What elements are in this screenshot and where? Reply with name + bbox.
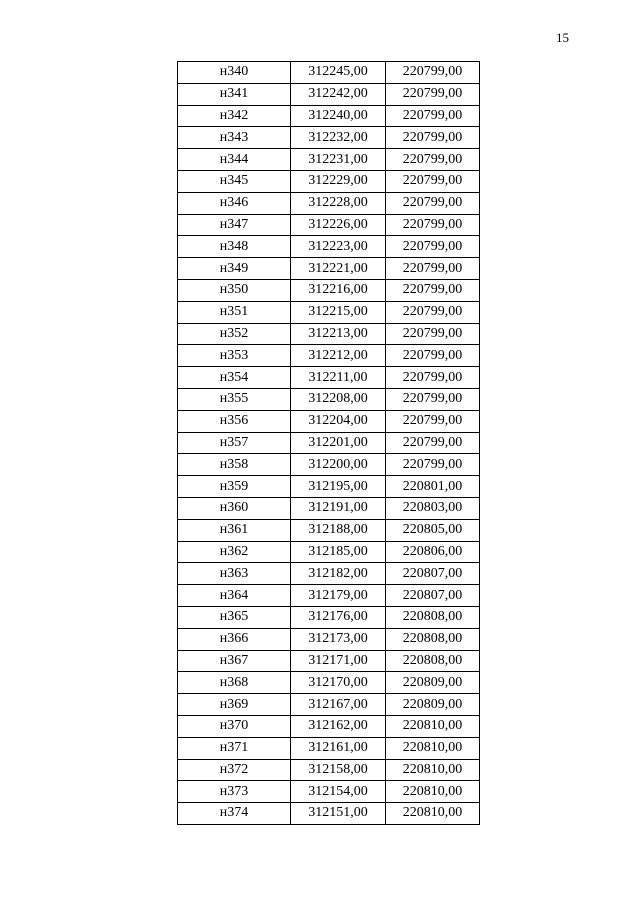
y-coordinate-cell: 220799,00 [386,236,480,258]
point-id-cell: н350 [178,279,291,301]
x-coordinate-cell: 312173,00 [291,628,386,650]
table-row [178,192,480,214]
x-coordinate-cell: 312185,00 [291,541,386,563]
y-coordinate-cell: 220805,00 [386,519,480,541]
x-coordinate-cell: 312201,00 [291,432,386,454]
y-coordinate-cell: 220799,00 [386,301,480,323]
x-coordinate-cell: 312191,00 [291,497,386,519]
x-coordinate-cell: 312188,00 [291,519,386,541]
y-coordinate-cell: 220806,00 [386,541,480,563]
x-coordinate-cell: 312232,00 [291,127,386,149]
x-coordinate-cell: 312213,00 [291,323,386,345]
x-coordinate-cell: 312179,00 [291,585,386,607]
table-row [178,388,480,410]
y-coordinate-cell: 220799,00 [386,388,480,410]
x-coordinate-cell: 312167,00 [291,694,386,716]
point-id-cell: н340 [178,62,291,84]
point-id-cell: н369 [178,694,291,716]
x-coordinate-cell: 312170,00 [291,672,386,694]
table-row [178,650,480,672]
x-coordinate-cell: 312195,00 [291,476,386,498]
x-coordinate-cell: 312204,00 [291,410,386,432]
point-id-cell: н345 [178,170,291,192]
x-coordinate-cell: 312182,00 [291,563,386,585]
table-row [178,170,480,192]
y-coordinate-cell: 220799,00 [386,432,480,454]
point-id-cell: н343 [178,127,291,149]
x-coordinate-cell: 312154,00 [291,781,386,803]
point-id-cell: н356 [178,410,291,432]
y-coordinate-cell: 220799,00 [386,149,480,171]
table-row [178,149,480,171]
x-coordinate-cell: 312229,00 [291,170,386,192]
table-row [178,519,480,541]
y-coordinate-cell: 220808,00 [386,606,480,628]
table-row [178,781,480,803]
table-row [178,497,480,519]
y-coordinate-cell: 220808,00 [386,628,480,650]
table-row [178,563,480,585]
point-id-cell: н367 [178,650,291,672]
point-id-cell: н348 [178,236,291,258]
y-coordinate-cell: 220809,00 [386,694,480,716]
table-row [178,301,480,323]
y-coordinate-cell: 220799,00 [386,192,480,214]
point-id-cell: н346 [178,192,291,214]
table-row [178,62,480,84]
point-id-cell: н373 [178,781,291,803]
x-coordinate-cell: 312161,00 [291,737,386,759]
point-id-cell: н365 [178,606,291,628]
y-coordinate-cell: 220810,00 [386,737,480,759]
y-coordinate-cell: 220799,00 [386,279,480,301]
point-id-cell: н351 [178,301,291,323]
table-row [178,606,480,628]
point-id-cell: н361 [178,519,291,541]
x-coordinate-cell: 312242,00 [291,83,386,105]
table-row [178,83,480,105]
x-coordinate-cell: 312212,00 [291,345,386,367]
point-id-cell: н371 [178,737,291,759]
table-row [178,105,480,127]
point-id-cell: н360 [178,497,291,519]
point-id-cell: н374 [178,803,291,825]
table-row [178,410,480,432]
y-coordinate-cell: 220799,00 [386,410,480,432]
table-row [178,258,480,280]
x-coordinate-cell: 312200,00 [291,454,386,476]
y-coordinate-cell: 220810,00 [386,781,480,803]
table-row [178,345,480,367]
y-coordinate-cell: 220801,00 [386,476,480,498]
x-coordinate-cell: 312228,00 [291,192,386,214]
point-id-cell: н364 [178,585,291,607]
table-row [178,737,480,759]
y-coordinate-cell: 220799,00 [386,62,480,84]
point-id-cell: н353 [178,345,291,367]
x-coordinate-cell: 312245,00 [291,62,386,84]
point-id-cell: н352 [178,323,291,345]
y-coordinate-cell: 220799,00 [386,214,480,236]
table-row [178,694,480,716]
x-coordinate-cell: 312223,00 [291,236,386,258]
y-coordinate-cell: 220810,00 [386,715,480,737]
table-row [178,279,480,301]
x-coordinate-cell: 312226,00 [291,214,386,236]
x-coordinate-cell: 312171,00 [291,650,386,672]
table-row [178,541,480,563]
x-coordinate-cell: 312208,00 [291,388,386,410]
y-coordinate-cell: 220799,00 [386,454,480,476]
y-coordinate-cell: 220799,00 [386,258,480,280]
table-row [178,367,480,389]
x-coordinate-cell: 312240,00 [291,105,386,127]
y-coordinate-cell: 220803,00 [386,497,480,519]
y-coordinate-cell: 220808,00 [386,650,480,672]
point-id-cell: н372 [178,759,291,781]
table-row [178,454,480,476]
x-coordinate-cell: 312158,00 [291,759,386,781]
table-row [178,628,480,650]
point-id-cell: н354 [178,367,291,389]
y-coordinate-cell: 220810,00 [386,803,480,825]
x-coordinate-cell: 312176,00 [291,606,386,628]
y-coordinate-cell: 220799,00 [386,105,480,127]
y-coordinate-cell: 220799,00 [386,345,480,367]
x-coordinate-cell: 312215,00 [291,301,386,323]
table-row [178,236,480,258]
y-coordinate-cell: 220810,00 [386,759,480,781]
table-row [178,432,480,454]
y-coordinate-cell: 220799,00 [386,127,480,149]
table-row [178,672,480,694]
x-coordinate-cell: 312151,00 [291,803,386,825]
table-row [178,715,480,737]
point-id-cell: н362 [178,541,291,563]
y-coordinate-cell: 220799,00 [386,170,480,192]
table-row [178,803,480,825]
table-row [178,323,480,345]
table-row [178,214,480,236]
table-row [178,585,480,607]
point-id-cell: н366 [178,628,291,650]
coordinates-table-body [178,62,480,825]
x-coordinate-cell: 312216,00 [291,279,386,301]
y-coordinate-cell: 220809,00 [386,672,480,694]
point-id-cell: н370 [178,715,291,737]
y-coordinate-cell: 220799,00 [386,323,480,345]
y-coordinate-cell: 220807,00 [386,585,480,607]
y-coordinate-cell: 220807,00 [386,563,480,585]
y-coordinate-cell: 220799,00 [386,367,480,389]
point-id-cell: н349 [178,258,291,280]
point-id-cell: н368 [178,672,291,694]
point-id-cell: н355 [178,388,291,410]
point-id-cell: н359 [178,476,291,498]
page-number: 15 [556,30,569,45]
x-coordinate-cell: 312211,00 [291,367,386,389]
x-coordinate-cell: 312162,00 [291,715,386,737]
y-coordinate-cell: 220799,00 [386,83,480,105]
point-id-cell: н363 [178,563,291,585]
point-id-cell: н347 [178,214,291,236]
point-id-cell: н341 [178,83,291,105]
point-id-cell: н358 [178,454,291,476]
table-row [178,127,480,149]
point-id-cell: н342 [178,105,291,127]
point-id-cell: н344 [178,149,291,171]
table-row [178,759,480,781]
point-id-cell: н357 [178,432,291,454]
x-coordinate-cell: 312221,00 [291,258,386,280]
x-coordinate-cell: 312231,00 [291,149,386,171]
table-row [178,476,480,498]
coordinates-table [177,61,480,825]
